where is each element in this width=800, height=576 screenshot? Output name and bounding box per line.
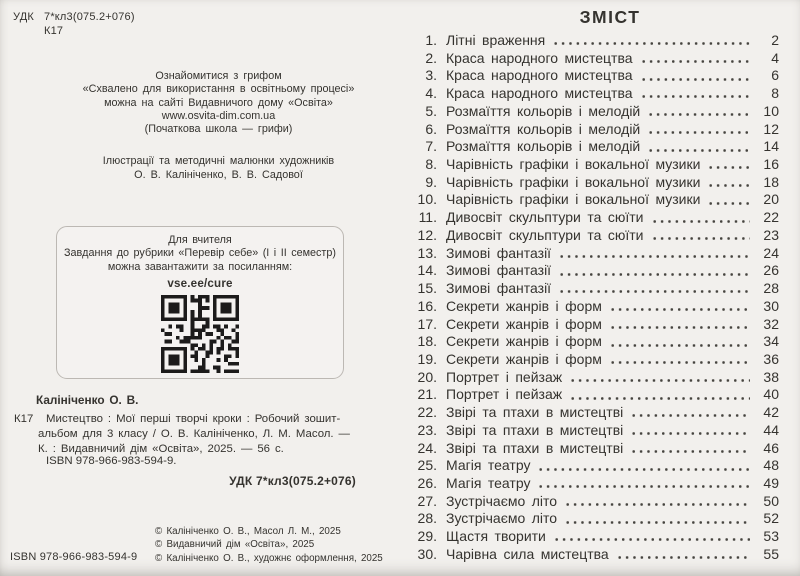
toc-row	[410, 121, 779, 139]
toc-entry-title: Звірі та птахи в мистецтві	[446, 421, 624, 438]
toc-row	[410, 227, 779, 245]
illustrators-line: Ілюстрації та методичні малюнки художників	[102, 155, 335, 167]
copyright-line: © Видавничий дім «Освіта», 2025	[155, 539, 315, 551]
toc-row	[410, 493, 779, 511]
toc-entry-title: Краса народного мистецтва	[446, 67, 633, 84]
toc-entry-page: 55	[763, 545, 779, 562]
toc-row	[410, 138, 779, 156]
toc-leader-dots	[647, 103, 750, 121]
toc-row	[410, 475, 779, 493]
toc-entry-number: 23.	[417, 421, 437, 438]
toc-leader-dots	[569, 386, 750, 404]
udk-value: 7*кл3(075.2+076)	[44, 11, 135, 23]
catalog-description: Мистецтво : Мої перші творчі кроки : Робочий зошит-альбом для 3 класу / О. В. Калініченко, Л. М. Масол. — К. : Видавничий дім «Освіта», 2025. — 56 с.	[38, 413, 350, 456]
toc-leader-dots	[707, 156, 750, 174]
toc-leader-dots	[569, 369, 750, 387]
toc-leader-dots	[707, 174, 750, 192]
toc-entry-page: 46	[763, 439, 779, 456]
toc-entry-number: 3.	[425, 67, 437, 84]
toc-entry-page: 53	[763, 528, 779, 545]
toc-entry-page: 4	[771, 49, 779, 66]
toc-entry-page: 48	[763, 457, 779, 474]
toc-entry-title: Зимові фантазії	[446, 280, 552, 297]
toc-entry-number: 7.	[425, 138, 437, 155]
teacher-box-text: можна завантажити за посиланням:	[107, 260, 293, 273]
toc-entry-page: 6	[771, 67, 779, 84]
toc-entry-title: Розмаїття кольорів і мелодій	[446, 138, 641, 155]
toc-entry-title: Чарівність графіки і вокальної музики	[446, 173, 701, 190]
toc-leader-dots	[647, 138, 750, 156]
toc-entry-page: 16	[763, 156, 779, 173]
toc-entry-number: 20.	[417, 368, 437, 385]
toc-entry-number: 6.	[425, 120, 437, 137]
toc-leader-dots	[609, 298, 750, 316]
toc-entry-page: 38	[763, 368, 779, 385]
toc-entry-title: Секрети жанрів і форм	[446, 333, 602, 350]
toc-entry-page: 8	[771, 85, 779, 102]
toc-leader-dots	[558, 280, 750, 298]
toc-entry-page: 36	[763, 350, 779, 367]
toc-entry-title: Портрет і пейзаж	[446, 368, 563, 385]
toc-leader-dots	[616, 546, 750, 564]
toc-leader-dots	[558, 245, 750, 263]
toc-entry-page: 18	[763, 173, 779, 190]
toc-leader-dots	[609, 351, 750, 369]
grif-line: можна на сайті Видавничого дому «Освіта»	[104, 96, 333, 109]
toc-entry-page: 34	[763, 333, 779, 350]
catalog-code: К17	[14, 413, 34, 425]
toc-entry-page: 14	[763, 138, 779, 155]
grif-approval-note	[0, 70, 437, 136]
toc-entry-title: Зимові фантазії	[446, 244, 552, 261]
toc-entry-title: Чарівна сила мистецтва	[446, 545, 609, 562]
catalog-card-entry	[14, 412, 360, 458]
toc-row	[410, 32, 779, 50]
toc-leader-dots	[651, 209, 751, 227]
copyright-line: © Калініченко О. В., Масол Л. М., 2025	[155, 526, 341, 537]
toc-entry-number: 29.	[417, 528, 437, 545]
toc-entry-number: 12.	[417, 226, 437, 243]
toc-entry-title: Чарівність графіки і вокальної музики	[446, 191, 701, 208]
toc-leader-dots	[564, 493, 750, 511]
toc-row	[410, 85, 779, 103]
toc-entry-title: Чарівність графіки і вокальної музики	[446, 156, 701, 173]
toc-leader-dots	[564, 510, 750, 528]
teacher-download-box	[56, 226, 344, 379]
toc-entry-number: 21.	[417, 386, 437, 403]
teacher-box-heading: Для вчителя	[168, 234, 232, 246]
copyright-block	[155, 525, 383, 565]
toc-entry-title: Магія театру	[446, 474, 531, 491]
toc-entry-number: 4.	[425, 85, 437, 102]
toc-entry-number: 25.	[417, 457, 437, 474]
toc-entry-number: 27.	[417, 492, 437, 509]
toc-entry-page: 32	[763, 315, 779, 332]
grif-line: (Початкова школа — грифи)	[144, 123, 293, 136]
toc-entry-title: Розмаїття кольорів і мелодій	[446, 102, 641, 119]
toc-row	[410, 174, 779, 192]
toc-entry-number: 17.	[417, 315, 437, 332]
illustrators-names: О. В. Калініченко, В. В. Садової	[134, 168, 303, 181]
toc-entry-page: 24	[763, 244, 779, 261]
toc-row	[410, 280, 779, 298]
toc-row	[410, 457, 779, 475]
toc-row	[410, 103, 779, 121]
toc-entry-page: 12	[763, 120, 779, 137]
toc-row	[410, 262, 779, 280]
toc-entry-number: 18.	[417, 333, 437, 350]
toc-row	[410, 298, 779, 316]
toc-entry-title: Магія театру	[446, 457, 531, 474]
toc-leader-dots	[651, 227, 751, 245]
toc-leader-dots	[558, 262, 750, 280]
toc-entry-page: 23	[763, 226, 779, 243]
toc-entry-title: Щастя творити	[446, 528, 546, 545]
toc-row	[410, 156, 779, 174]
toc-entry-page: 26	[763, 262, 779, 279]
grif-line: Ознайомитися з грифом	[155, 70, 282, 82]
toc-leader-dots	[640, 67, 750, 85]
toc-row	[410, 245, 779, 263]
toc-entry-page: 30	[763, 297, 779, 314]
toc-entry-page: 40	[763, 386, 779, 403]
toc-entry-title: Звірі та птахи в мистецтві	[446, 439, 624, 456]
toc-entry-number: 8.	[425, 156, 437, 173]
toc-row	[410, 50, 779, 68]
toc-leader-dots	[609, 333, 750, 351]
toc-leader-dots	[707, 191, 750, 209]
copyright-line: © Калініченко О. В., художнє оформлення, 2025	[155, 552, 383, 564]
toc-entry-title: Дивосвіт скульптури та сюїти	[446, 226, 644, 243]
toc-row	[410, 386, 779, 404]
toc-leader-dots	[630, 440, 750, 458]
isbn-catalog-line: ISBN 978-966-983-594-9.	[46, 455, 177, 467]
toc-entry-number: 28.	[417, 510, 437, 527]
toc-leader-dots	[537, 475, 750, 493]
catalog-author-heading: Калініченко О. В.	[36, 393, 139, 407]
author-sign-code: К17	[44, 25, 64, 37]
toc-entry-page: 50	[763, 492, 779, 509]
toc-entry-number: 22.	[417, 404, 437, 421]
toc-entry-number: 16.	[417, 297, 437, 314]
toc-entry-title: Краса народного мистецтва	[446, 49, 633, 66]
toc-entry-number: 5.	[425, 102, 437, 119]
toc-row	[410, 316, 779, 334]
illustrators-note	[0, 155, 437, 183]
toc-entry-page: 49	[763, 474, 779, 491]
udk-footer: УДК 7*кл3(075.2+076)	[229, 474, 356, 488]
toc-entry-number: 1.	[425, 32, 437, 48]
toc-entry-number: 10.	[417, 191, 437, 208]
toc-entry-title: Звірі та птахи в мистецтві	[446, 404, 624, 421]
teacher-box-text: Завдання до рубрики «Перевір себе» (І і ІІ семестр)	[64, 247, 336, 260]
toc-list	[410, 32, 779, 564]
toc-row	[410, 209, 779, 227]
toc-row	[410, 191, 779, 209]
toc-leader-dots	[630, 404, 750, 422]
udk-label: УДК	[13, 11, 34, 23]
toc-entry-title: Портрет і пейзаж	[446, 386, 563, 403]
toc-entry-title: Секрети жанрів і форм	[446, 315, 602, 332]
toc-entry-number: 9.	[425, 173, 437, 190]
toc-row	[410, 546, 779, 564]
download-link-text: vse.ee/cure	[167, 276, 233, 290]
toc-entry-page: 20	[763, 191, 779, 208]
toc-leader-dots	[640, 50, 750, 68]
toc-entry-title: Секрети жанрів і форм	[446, 297, 602, 314]
toc-entry-title: Зустрічаємо літо	[446, 492, 558, 509]
toc-leader-dots	[552, 32, 750, 50]
isbn-bottom: ISBN 978-966-983-594-9	[10, 551, 138, 563]
toc-entry-number: 24.	[417, 439, 437, 456]
toc-leader-dots	[609, 316, 750, 334]
toc-row	[410, 333, 779, 351]
toc-leader-dots	[630, 422, 750, 440]
toc-row	[410, 440, 779, 458]
toc-entry-page: 52	[763, 510, 779, 527]
toc-entry-number: 14.	[417, 262, 437, 279]
toc-row	[410, 510, 779, 528]
udk-classification-block	[13, 10, 135, 38]
publisher-site-url: www.osvita-dim.com.ua	[161, 109, 276, 122]
toc-entry-page: 44	[763, 421, 779, 438]
toc-entry-number: 15.	[417, 280, 437, 297]
toc-entry-number: 2.	[425, 49, 437, 66]
toc-entry-title: Зустрічаємо літо	[446, 510, 558, 527]
toc-entry-page: 10	[763, 102, 779, 119]
toc-entry-number: 11.	[418, 209, 437, 226]
toc-leader-dots	[640, 85, 750, 103]
toc-entry-page: 2	[771, 32, 779, 48]
toc-row	[410, 422, 779, 440]
toc-row	[410, 528, 779, 546]
toc-entry-title: Літні враження	[446, 32, 546, 48]
toc-entry-title: Секрети жанрів і форм	[446, 350, 602, 367]
grif-line: «Схвалено для використання в освітньому процесі»	[82, 83, 355, 96]
toc-title: ЗМІСТ	[579, 7, 641, 27]
toc-entry-title: Дивосвіт скульптури та сюїти	[446, 209, 644, 226]
toc-entry-page: 42	[763, 404, 779, 421]
toc-row	[410, 404, 779, 422]
toc-entry-page: 28	[763, 280, 779, 297]
toc-entry-title: Розмаїття кольорів і мелодій	[446, 120, 641, 137]
toc-entry-title: Зимові фантазії	[446, 262, 552, 279]
toc-entry-number: 30.	[417, 545, 437, 562]
toc-entry-number: 19.	[417, 350, 437, 367]
toc-leader-dots	[647, 121, 750, 139]
toc-entry-number: 13.	[417, 244, 437, 261]
toc-entry-number: 26.	[417, 474, 437, 491]
toc-entry-title: Краса народного мистецтва	[446, 85, 633, 102]
toc-leader-dots	[537, 457, 750, 475]
toc-row	[410, 369, 779, 387]
toc-entry-page: 22	[763, 209, 779, 226]
qr-code-icon	[161, 295, 239, 377]
toc-leader-dots	[553, 528, 750, 546]
toc-row	[410, 67, 779, 85]
toc-row	[410, 351, 779, 369]
